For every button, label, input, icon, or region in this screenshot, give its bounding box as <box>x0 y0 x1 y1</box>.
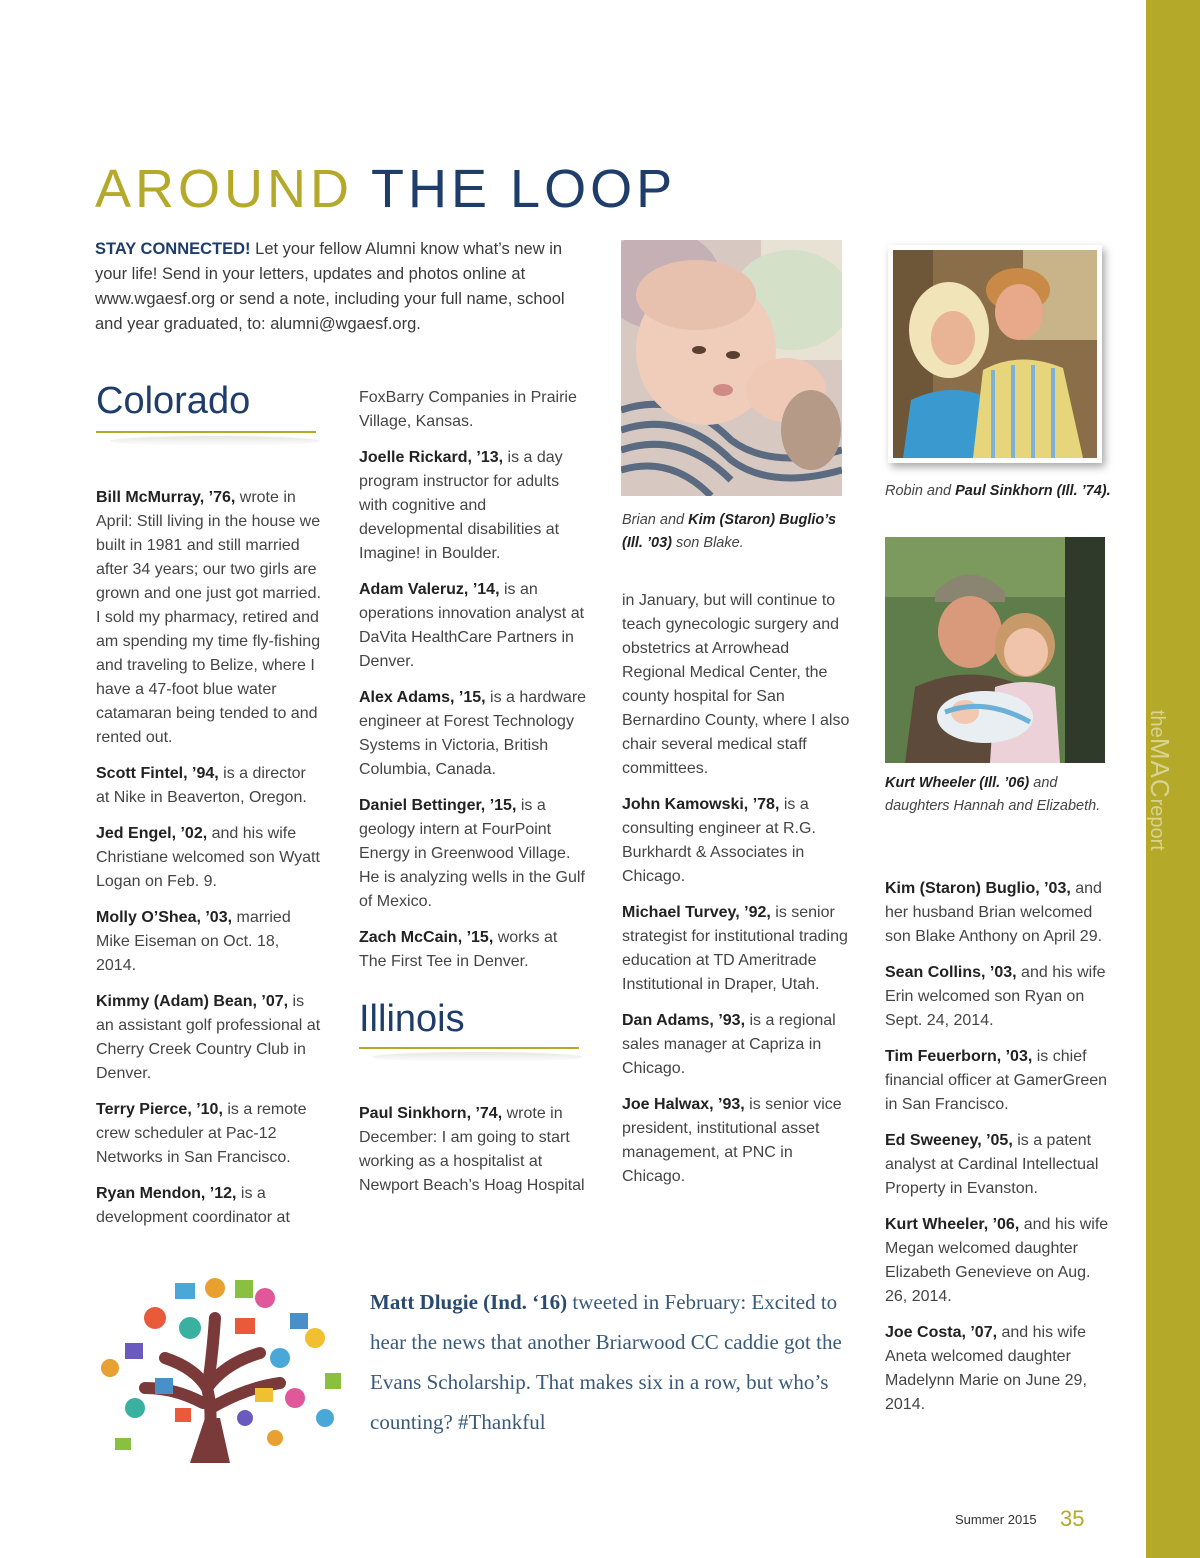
social-media-tree-illustration <box>95 1258 350 1463</box>
note-zach-mccain: Zach McCain, ’15, works at The First Tee in Denver. <box>359 929 558 970</box>
note-kurt-wheeler: Kurt Wheeler, ’06, and his wife Megan welcomed daughter Elizabeth Genevieve on Aug. 26, 2014. <box>885 1216 1109 1305</box>
note-john-kamowski: John Kamowski, ’78, is a consulting engineer at R.G. Burkhardt & Associates in Chicago. <box>622 796 816 885</box>
section-heading-colorado: Colorado <box>96 380 251 422</box>
illinois-rule-shadow <box>372 1052 582 1062</box>
note-kim-buglio: Kim (Staron) Buglio, ’03, and her husband Brian welcomed son Blake Anthony on April 29. <box>885 880 1103 945</box>
caption-baby: Brian and Kim (Staron) Buglio’s (Ill. ’03) son Blake. <box>622 512 837 551</box>
family-photo-art <box>885 537 1105 763</box>
photo-robin-and-paul <box>888 245 1102 463</box>
note-molly-oshea: Molly O’Shea, ’03, married Mike Eiseman on Oct. 18, 2014. <box>96 909 291 974</box>
footer-issue: Summer 2015 <box>955 1512 1037 1527</box>
colorado-rule-shadow <box>110 436 320 446</box>
note-continuation-foxbarry: FoxBarry Companies in Prairie Village, Kansas. <box>359 389 577 430</box>
note-jed-engel: Jed Engel, ’02, and his wife Christiane welcomed son Wyatt Logan on Feb. 9. <box>96 825 320 890</box>
note-adam-valeruz: Adam Valeruz, ’14, is an operations innovation analyst at DaVita HealthCare Partners in Denver. <box>359 581 585 670</box>
photo-kurt-wheeler-family <box>885 537 1105 763</box>
page-number: 35 <box>1060 1506 1085 1531</box>
note-continuation-hospital: in January, but will continue to teach gynecologic surgery and obstetrics at Arrowhead Regional Medical Center, the county hospital for San Bernardino County, where I also chair several medical staff committees. <box>622 592 850 777</box>
couple-photo-art <box>893 250 1097 458</box>
note-kimmy-bean: Kimmy (Adam) Bean, ’07, is an assistant golf professional at Cherry Creek Country Club in Denver. <box>96 993 321 1082</box>
note-michael-turvey: Michael Turvey, ’92, is senior strategist for institutional trading education at TD Ameritrade Institutional in Draper, Utah. <box>622 904 848 993</box>
note-bill-mcmurray: Bill McMurray, ’76, wrote in April: Still living in the house we built in 1981 and still married after 34 years; our two girls are grown and one just got married. I sold my pharmacy, retired and am spending my time fly-fishing and traveling to Belize, where I have a 47-foot blue water catamaran being tended to and rented out. <box>96 489 322 746</box>
illinois-rule <box>359 1047 579 1049</box>
tree-icon <box>95 1258 350 1463</box>
sidebar-the: the <box>1146 710 1168 738</box>
page-title <box>95 158 676 220</box>
caption-family: Kurt Wheeler (Ill. ’06) and daughters Hannah and Elizabeth. <box>885 775 1101 814</box>
colorado-rule <box>96 431 316 433</box>
column-2-illinois <box>359 1102 587 1210</box>
note-joe-costa: Joe Costa, ’07, and his wife Aneta welcomed daughter Madelynn Marie on June 29, 2014. <box>885 1324 1087 1413</box>
caption-couple: Robin and Paul Sinkhorn (Ill. ’74). <box>885 483 1111 499</box>
column-1 <box>96 486 321 1242</box>
note-joe-halwax: Joe Halwax, ’93, is senior vice president, institutional asset management, at PNC in Chicago. <box>622 1096 842 1185</box>
note-daniel-bettinger: Daniel Bettinger, ’15, is a geology intern at FourPoint Energy in Greenwood Village. He is analyzing wells in the Gulf of Mexico. <box>359 797 585 910</box>
note-tim-feuerborn: Tim Feuerborn, ’03, is chief financial officer at GamerGreen in San Francisco. <box>885 1048 1108 1113</box>
intro-text: Let your fellow Alumni know what’s new in your life! Send in your letters, updates and photos online at www.wgaesf.org or send a note, including your full name, school and year graduated, to: alumni@wgaesf.org. <box>95 240 565 333</box>
intro-paragraph <box>95 237 565 337</box>
intro-lead: STAY CONNECTED! <box>95 240 251 258</box>
note-terry-pierce: Terry Pierce, ’10, is a remote crew scheduler at Pac-12 Networks in San Francisco. <box>96 1101 307 1166</box>
note-scott-fintel: Scott Fintel, ’94, is a director at Nike in Beaverton, Oregon. <box>96 765 307 806</box>
column-3 <box>622 589 850 1201</box>
note-ed-sweeney: Ed Sweeney, ’05, is a patent analyst at Cardinal Intellectual Property in Evanston. <box>885 1132 1099 1197</box>
note-dan-adams: Dan Adams, ’93, is a regional sales manager at Capriza in Chicago. <box>622 1012 836 1077</box>
note-paul-sinkhorn: Paul Sinkhorn, ’74, wrote in December: I am going to start working as a hospitalist at Newport Beach’s Hoag Hospital <box>359 1105 585 1194</box>
sidebar-report: report <box>1146 798 1168 851</box>
sidebar-mac: MAC <box>1145 737 1175 799</box>
note-ryan-mendon: Ryan Mendon, ’12, is a development coordinator at <box>96 1185 290 1226</box>
sidebar-masthead <box>1145 700 1200 870</box>
title-word-around: AROUND <box>95 159 354 219</box>
column-4 <box>885 877 1117 1429</box>
note-joelle-rickard: Joelle Rickard, ’13, is a day program instructor for adults with cognitive and developmental disabilities at Imagine! in Boulder. <box>359 449 563 562</box>
title-word-the-loop: THE LOOP <box>371 159 677 219</box>
note-alex-adams: Alex Adams, ’15, is a hardware engineer at Forest Technology Systems in Victoria, British Columbia, Canada. <box>359 689 587 778</box>
tweet-quote <box>370 1282 850 1442</box>
baby-photo-art <box>621 240 842 496</box>
tweet-text: tweeted in February: Excited to hear the news that another Briarwood CC caddie got the Evans Scholarship. That makes six in a row, but who’s counting? #Thankful <box>370 1290 842 1434</box>
tweet-author: Matt Dlugie (Ind. ‘16) <box>370 1290 568 1314</box>
section-heading-illinois: Illinois <box>359 998 465 1040</box>
column-2 <box>359 386 587 986</box>
note-sean-collins: Sean Collins, ’03, and his wife Erin welcomed son Ryan on Sept. 24, 2014. <box>885 964 1106 1029</box>
photo-baby-blake <box>621 240 842 496</box>
